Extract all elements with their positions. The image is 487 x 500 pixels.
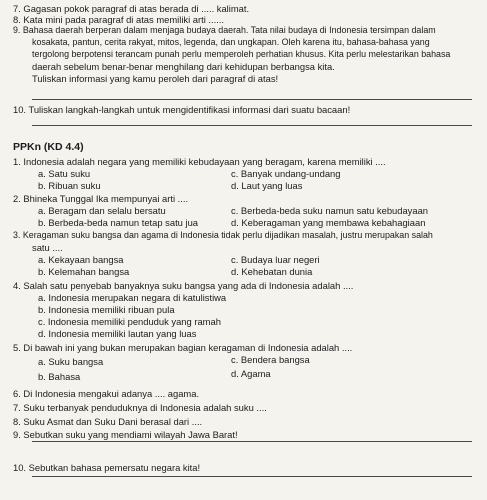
option-2c: c. Berbeda-beda suku namun satu kebudayaan (231, 205, 429, 216)
ppkn-question-3-line-2: satu .... (32, 242, 63, 253)
ppkn-question-7: 7. Suku terbanyak penduduknya di Indonesia adalah suku .... (13, 402, 267, 413)
question-9-line-4: daerah sebelum benar-benar menghilang dari kehidupan berbangsa kita. (32, 61, 335, 72)
section-title: PPKn (KD 4.4) (13, 141, 84, 153)
option-4a: a. Indonesia merupakan negara di katulistiwa (38, 292, 227, 303)
option-5a: a. Suku bangsa (38, 356, 104, 367)
option-4c: c. Indonesia memiliki penduduk yang ramah (38, 316, 221, 327)
option-2a: a. Beragam dan selalu bersatu (38, 205, 166, 216)
option-3d: d. Kehebatan dunia (231, 266, 313, 277)
option-5d: d. Agama (231, 368, 271, 379)
answer-line (32, 476, 472, 477)
ppkn-question-6: 6. Di Indonesia mengakui adanya .... agama. (13, 388, 200, 399)
option-1b: b. Ribuan suku (38, 180, 101, 191)
option-1d: d. Laut yang luas (231, 180, 303, 191)
question-9-line-2: kosakata, pantun, cerita rakyat, mitos, legenda, dan ungkapan. Oleh karena itu, bahasa-bahasa yang (32, 37, 430, 47)
question-8: 8. Kata mini pada paragraf di atas memiliki arti ...... (13, 14, 225, 25)
ppkn-question-4: 4. Salah satu penyebab banyaknya suku bangsa yang ada di Indonesia adalah .... (13, 280, 354, 291)
ppkn-question-2: 2. Bhineka Tunggal Ika mempunyai arti .... (13, 193, 189, 204)
option-4b: b. Indonesia memiliki ribuan pula (38, 304, 175, 315)
ppkn-question-1: 1. Indonesia adalah negara yang memiliki kebudayaan yang beragam, karena memiliki .... (13, 156, 386, 167)
ppkn-question-3-line-1: 3. Keragaman suku bangsa dan agama di Indonesia tidak perlu dijadikan masalah, justru merupakan salah (13, 230, 433, 240)
option-4d: d. Indonesia memiliki lautan yang luas (38, 328, 197, 339)
option-1a: a. Satu suku (38, 168, 91, 179)
question-9-line-3: tergolong berpotensi terancam punah perlu memperoleh perhatian khusus. Kita perlu melestarikan bahasa (32, 49, 451, 59)
ppkn-question-8: 8. Suku Asmat dan Suku Dani berasal dari .... (13, 416, 203, 427)
option-3b: b. Kelemahan bangsa (38, 266, 130, 277)
option-3a: a. Kekayaan bangsa (38, 254, 124, 265)
answer-line (32, 125, 472, 126)
option-1c: c. Banyak undang-undang (231, 168, 341, 179)
ppkn-question-10: 10. Sebutkan bahasa pemersatu negara kita! (13, 462, 201, 473)
answer-line (32, 441, 472, 442)
ppkn-question-9: 9. Sebutkan suku yang mendiami wilayah Jawa Barat! (13, 429, 238, 440)
option-3c: c. Budaya luar negeri (231, 254, 320, 265)
question-7: 7. Gagasan pokok paragraf di atas berada di ..... kalimat. (13, 3, 250, 14)
option-2d: d. Keberagaman yang membawa kebahagiaan (231, 217, 426, 228)
question-10: 10. Tuliskan langkah-langkah untuk mengidentifikasi informasi dari suatu bacaan! (13, 104, 351, 115)
answer-line (32, 99, 472, 100)
option-2b: b. Berbeda-beda namun tetap satu jua (38, 217, 199, 228)
option-5b: b. Bahasa (38, 371, 81, 382)
option-5c: c. Bendera bangsa (231, 354, 310, 365)
question-9-instruction: Tuliskan informasi yang kamu peroleh dari paragraf di atas! (32, 73, 279, 84)
question-9-line-1: 9. Bahasa daerah berperan dalam menjaga budaya daerah. Tata nilai budaya di Indonesia tersimpan dalam (13, 25, 436, 35)
ppkn-question-5: 5. Di bawah ini yang bukan merupakan bagian keragaman di Indonesia adalah .... (13, 342, 353, 353)
